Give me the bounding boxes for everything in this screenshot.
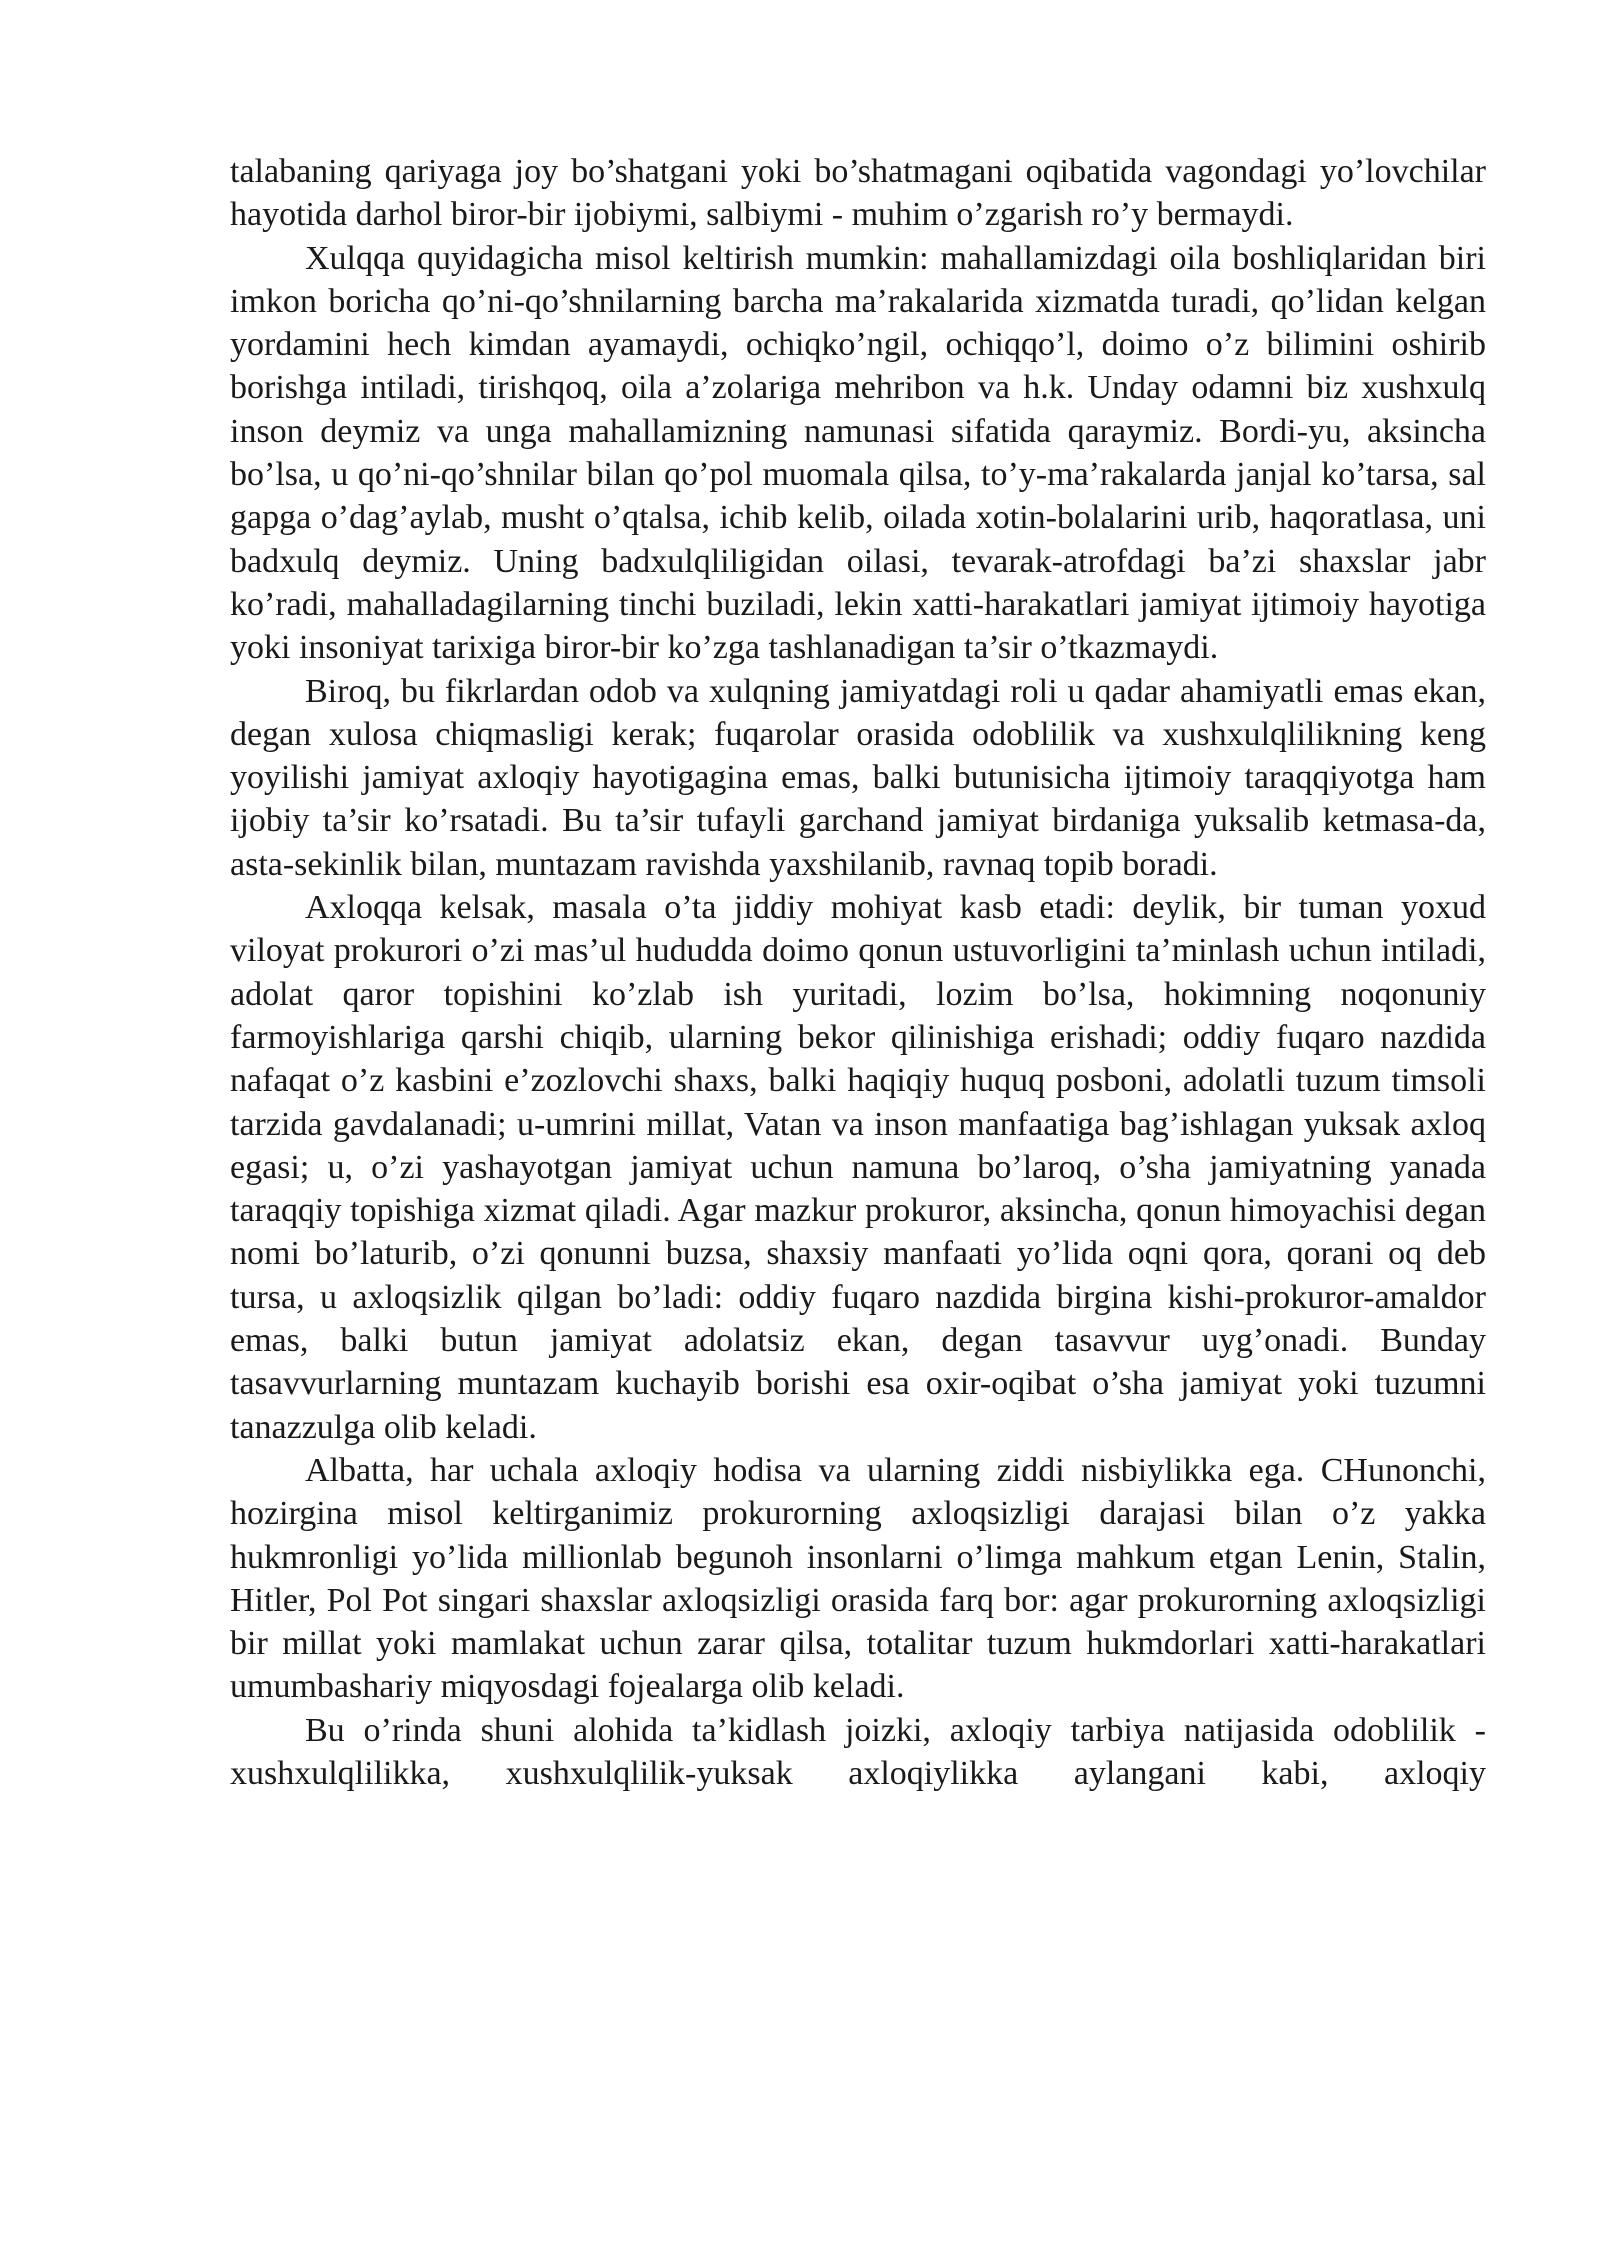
paragraph-tarbiya: Bu o’rinda shuni alohida ta’kidlash joizki, axloqiy tarbiya natijasida odoblilik - xushxulqlilikka, xushxulqlilik-yuksak axloqiylikka aylangani kabi, axloqiy (230, 1711, 1486, 1792)
paragraph-odob-role: Biroq, bu fikrlardan odob va xulqning jamiyatdagi roli u qadar ahamiyatli emas ekan, degan xulosa chiqmasligi kerak; fuqarolar orasida odoblilik va xushxulqlilikning keng yoyilishi jamiyat axloqiy hayotigagina emas, balki butunisicha ijtimoiy taraqqiyotga ham ijobiy ta’sir ko’rsatadi. Bu ta’sir tufayli garchand jamiyat birdaniga yuksalib ketmasa-da, asta-sekinlik bilan, muntazam ravishda yaxshilanib, ravnaq topib boradi. (230, 672, 1486, 883)
paragraph-xulq-example: Xulqqa quyidagicha misol keltirish mumkin: mahallamizdagi oila boshliqlaridan biri imkon boricha qo’ni-qo’shnilarning barcha ma’rakalarida xizmatda turadi, qo’lidan kelgan yordamini hech kimdan ayamaydi, ochiqko’ngil, ochiqqo’l, doimo o’z bilimini oshirib borishga intiladi, tirishqoq, oila a’zolariga mehribon va h.k. Unday odamni biz xushxulq inson deymiz va unga mahallamizning namunasi sifatida qaraymiz. Bordi-yu, aksincha bo’lsa, u qo’ni-qo’shnilar bilan qo’pol muomala qilsa, to’y-ma’rakalarda janjal ko’tarsa, sal gapga o’dag’aylab, musht o’qtalsa, ichib kelib, oilada xotin-bolalarini urib, haqoratlasa, uni badxulq deymiz. Uning badxulqliligidan oilasi, tevarak-atrofdagi ba’zi shaxslar jabr ko’radi, mahalladagilarning tinchi buziladi, lekin xatti-harakatlari jamiyat ijtimoiy hayotiga yoki insoniyat tarixiga biror-bir ko’zga tashlanadigan ta’sir o’tkazmaydi. (230, 239, 1486, 667)
paragraph-continuation: talabaning qariyaga joy bo’shatgani yoki bo’shatmagani oqibatida vagondagi yo’lovchilar hayotida darhol biror-bir ijobiymi, salbiymi - muhim o’zgarish ro’y bermaydi. (230, 153, 1486, 234)
paragraph-nisbiylik: Albatta, har uchala axloqiy hodisa va ularning ziddi nisbiylikka ega. CHunonchi, hozirgina misol keltirganimiz prokurorning axloqsizligi darajasi bilan o’z yakka hukmronligi yo’lida millionlab begunoh insonlarni o’limga mahkum etgan Lenin, Stalin, Hitler, Pol Pot singari shaxslar axloqsizligi orasida farq bor: agar prokurorning axloqsizligi bir millat yoki mamlakat uchun zarar qilsa, totalitar tuzum hukmdorlari xatti-harakatlari umumbashariy miqyosdagi fojealarga olib keladi. (230, 1451, 1486, 1706)
document-page (230, 150, 1486, 1795)
paragraph-axloq-prokuror: Axloqqa kelsak, masala o’ta jiddiy mohiyat kasb etadi: deylik, bir tuman yoxud viloyat prokurori o’zi mas’ul hududda doimo qonun ustuvorligini ta’minlash uchun intiladi, adolat qaror topishini ko’zlab ish yuritadi, lozim bo’lsa, hokimning noqonuniy farmoyishlariga qarshi chiqib, ularning bekor qilinishiga erishadi; oddiy fuqaro nazdida nafaqat o’z kasbini e’zozlovchi shaxs, balki haqiqiy huquq posboni, adolatli tuzum timsoli tarzida gavdalanadi; u-umrini millat, Vatan va inson manfaatiga bag’ishlagan yuksak axloq egasi; u, o’zi yashayotgan jamiyat uchun namuna bo’laroq, o’sha jamiyatning yanada taraqqiy topishiga xizmat qiladi. Agar mazkur prokuror, aksincha, qonun himoyachisi degan nomi bo’laturib, o’zi qonunni buzsa, shaxsiy manfaati yo’lida oqni qora, qorani oq deb tursa, u axloqsizlik qilgan bo’ladi: oddiy fuqaro nazdida birgina kishi-prokuror-amaldor emas, balki butun jamiyat adolatsiz ekan, degan tasavvur uyg’onadi. Bunday tasavvurlarning muntazam kuchayib borishi esa oxir-oqibat o’sha jamiyat yoki tuzumni tanazzulga olib keladi. (230, 889, 1486, 1446)
